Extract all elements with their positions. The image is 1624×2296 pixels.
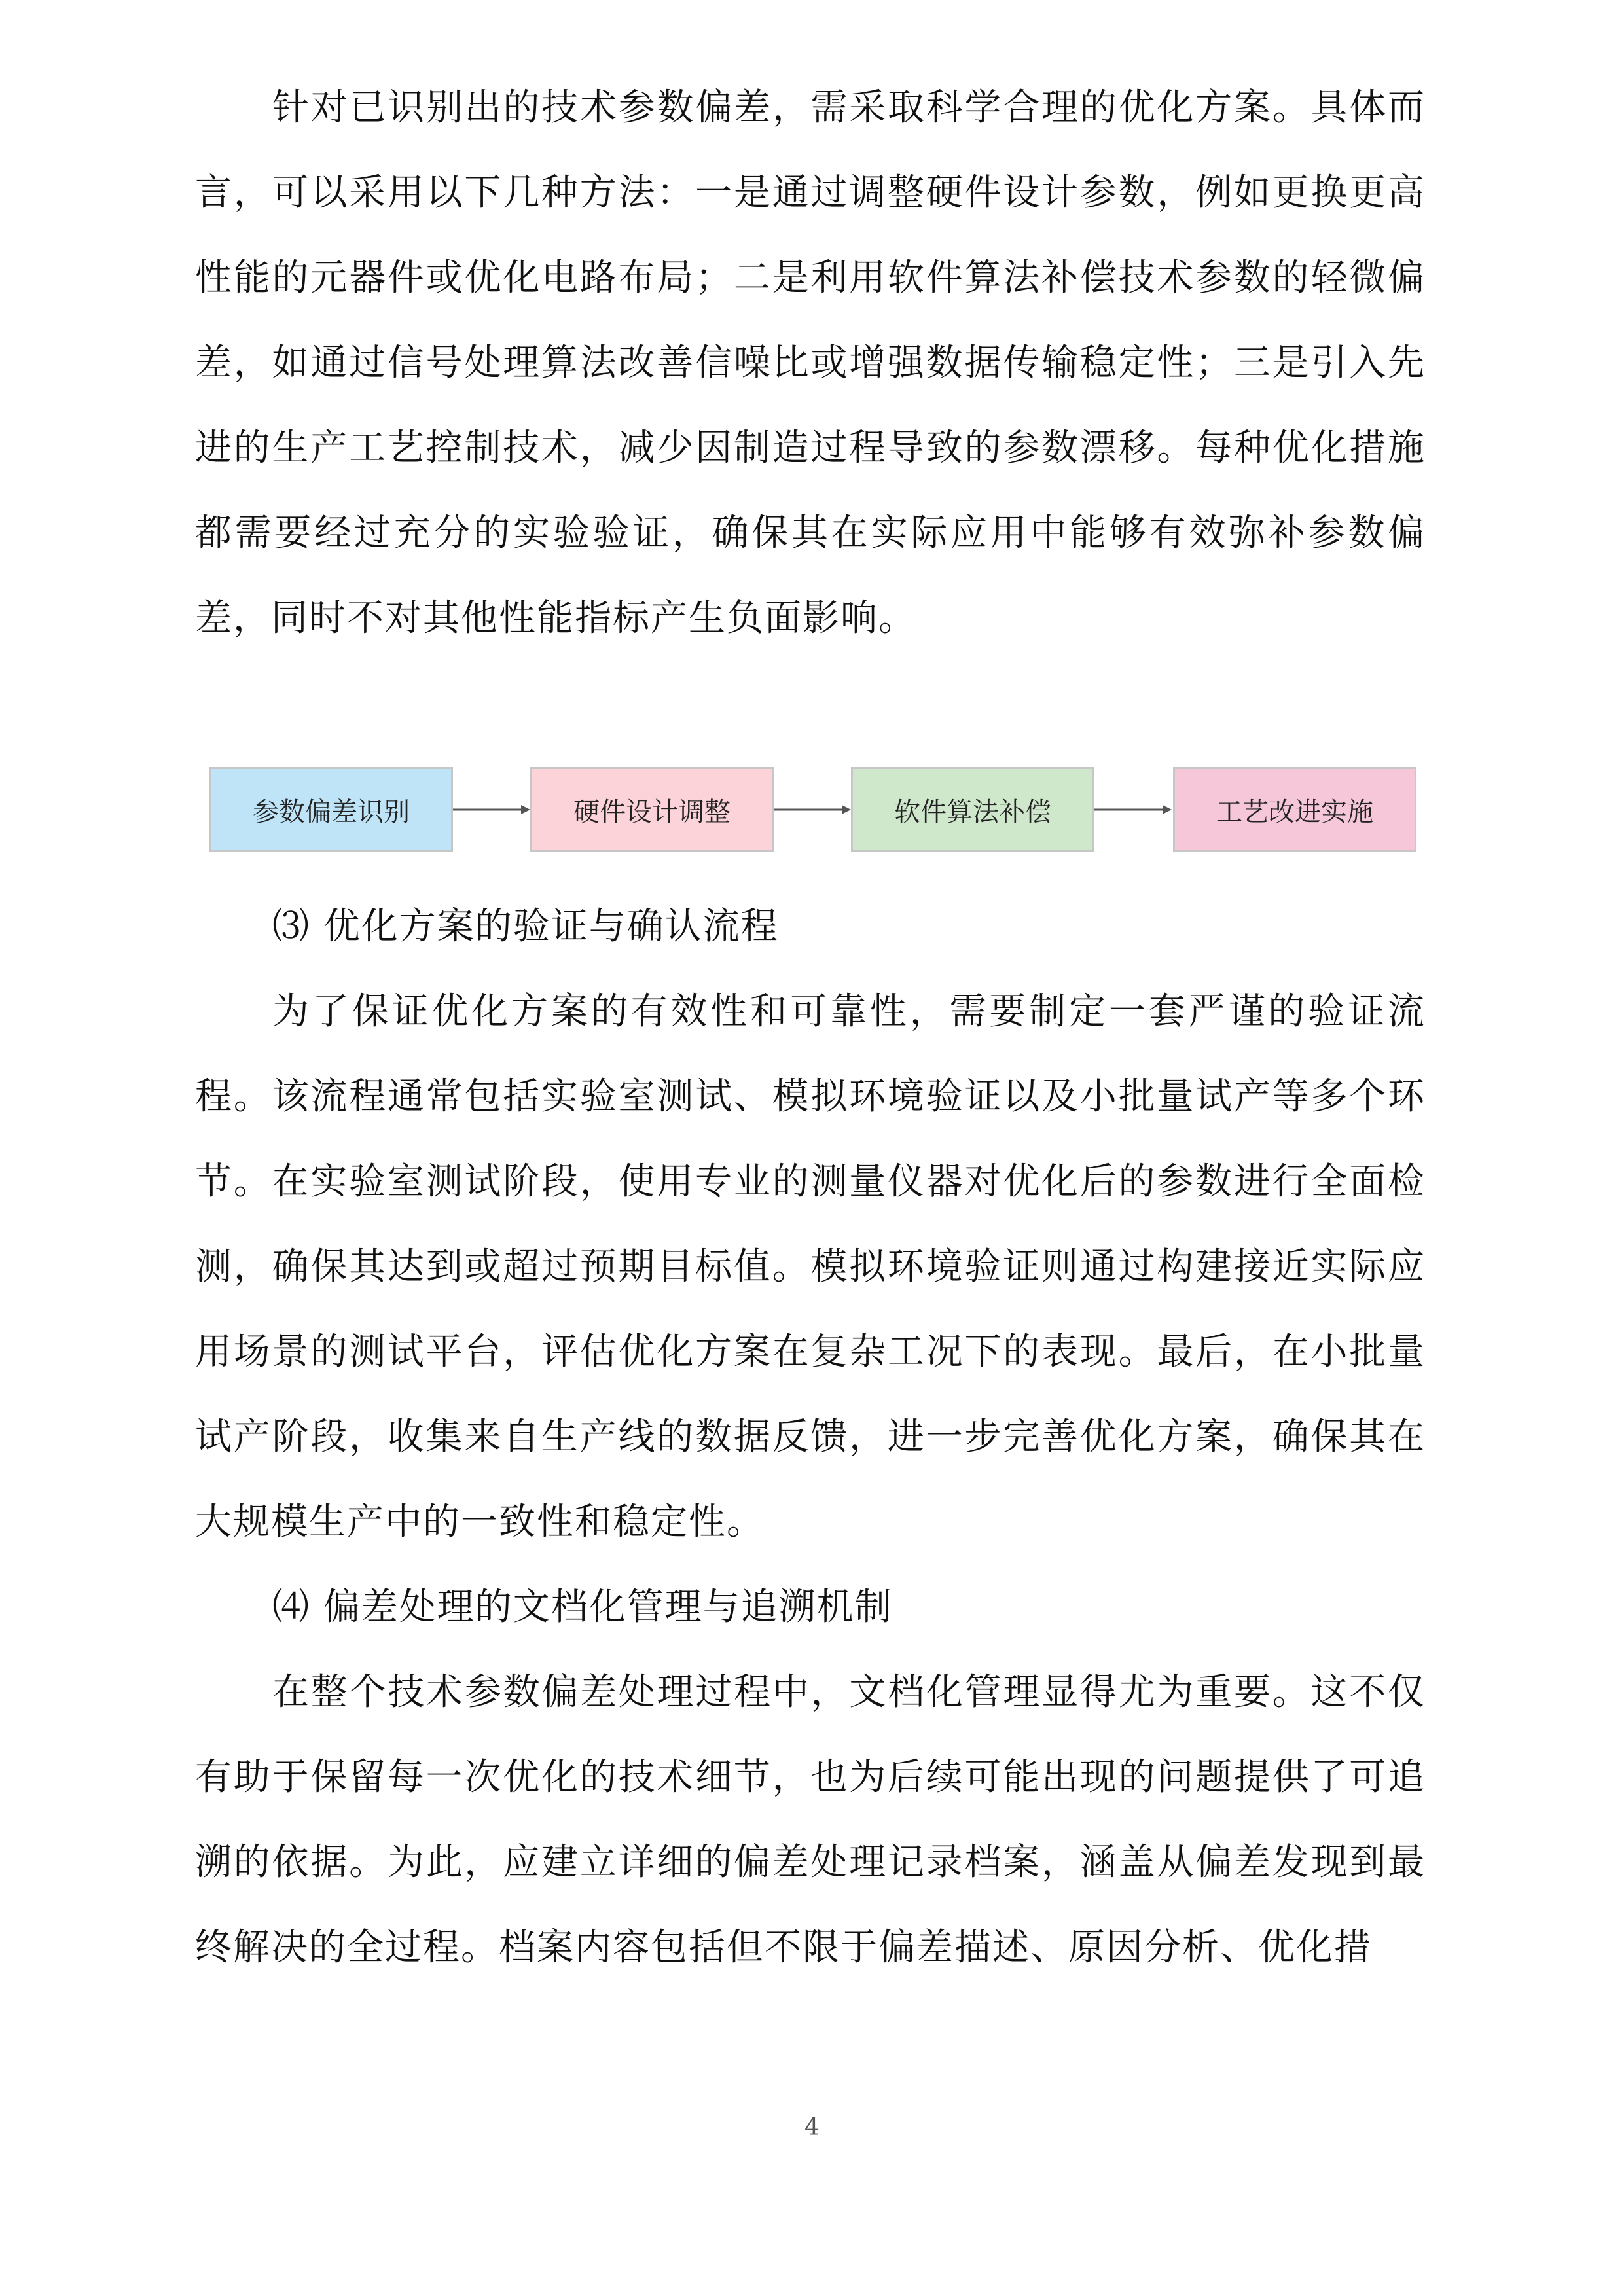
flow-step-process-improvement: 工艺改进实施 <box>1173 767 1416 852</box>
flow-step-hardware-adjustment: 硬件设计调整 <box>530 767 774 852</box>
page-number: 4 <box>804 2114 820 2141</box>
arrow-right-icon <box>1094 803 1172 816</box>
section-heading-verification: ⑶ 优化方案的验证与确认流程 <box>272 905 779 948</box>
arrow-right-icon <box>774 803 851 816</box>
section-heading-documentation: ⑷ 偏差处理的文档化管理与追溯机制 <box>272 1586 893 1628</box>
arrow-right-icon <box>453 803 530 816</box>
paragraph-documentation-management: 在整个技术参数偏差处理过程中，文档化管理显得尤为重要。这不仅有助于保留每一次优化的技术细节，也为后续可能出现的问题提供了可追溯的依据。为此，应建立详细的偏差处理记录档案，涵盖从偏差发现到最终解决的全过程。档案内容包括但不限于偏差描述、原因分析、优化措 <box>195 1671 1426 1969</box>
flow-step-deviation-identification: 参数偏差识别 <box>209 767 453 852</box>
paragraph-optimization-methods: 针对已识别出的技术参数偏差，需采取科学合理的优化方案。具体而言，可以采用以下几种方法：一是通过调整硬件设计参数，例如更换更高性能的元器件或优化电路布局；二是利用软件算法补偿技术参数的轻微偏差，如通过信号处理算法改善信噪比或增强数据传输稳定性；三是引入先进的生产工艺控制技术，减少因制造过程导致的参数漂移。每种优化措施都需要经过充分的实验验证，确保其在实际应用中能够有效弥补参数偏差，同时不对其他性能指标产生负面影响。 <box>195 86 1426 639</box>
flow-step-software-compensation: 软件算法补偿 <box>851 767 1094 852</box>
flow-diagram <box>209 767 1427 853</box>
paragraph-verification-process: 为了保证优化方案的有效性和可靠性，需要制定一套严谨的验证流程。该流程通常包括实验室测试、模拟环境验证以及小批量试产等多个环节。在实验室测试阶段，使用专业的测量仪器对优化后的参数进行全面检测，确保其达到或超过预期目标值。模拟环境验证则通过构建接近实际应用场景的测试平台，评估优化方案在复杂工况下的表现。最后，在小批量试产阶段，收集来自生产线的数据反馈，进一步完善优化方案，确保其在大规模生产中的一致性和稳定性。 <box>195 990 1426 1543</box>
